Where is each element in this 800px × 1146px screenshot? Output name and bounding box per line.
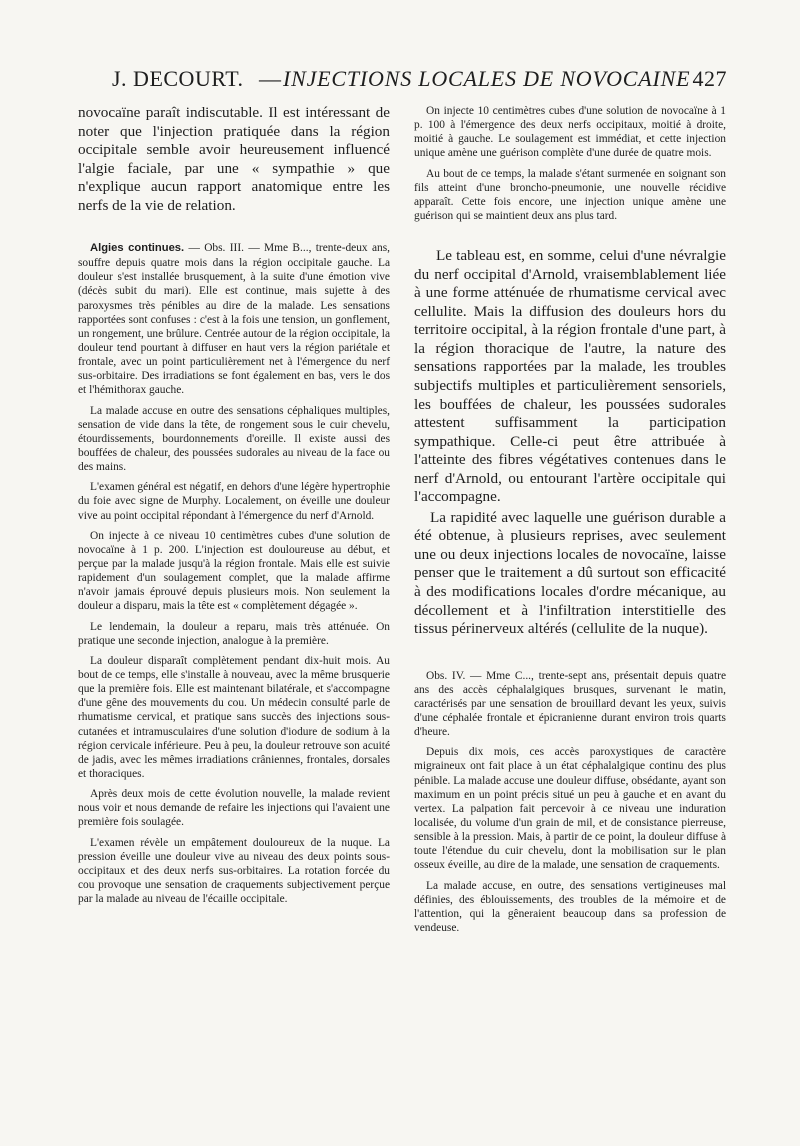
header-dash: — xyxy=(259,66,282,91)
observation-3-paragraph xyxy=(78,241,390,397)
header-title: INJECTIONS LOCALES DE NOVOCAINE xyxy=(283,66,691,91)
observation-4-paragraph: Obs. IV. — Mme C..., trente-sept ans, présentait depuis quatre ans des accès céphalalgiques brusques, survenant le matin, caractérisés par une sensation de brouillard devant les yeux, suivis d'une céphalée frontale et épicranienne durant environ trois quarts d'heure. xyxy=(414,669,726,739)
right-column xyxy=(414,104,726,935)
discussion-paragraph: Le tableau est, en somme, celui d'une névralgie du nerf occipital d'Arnold, vraisemblablement liée à une forme atténuée de rhumatisme cervical avec cellulite. Mais la diffusion des douleurs hors du territoire occipital, à la région frontale d'une part, à la région thoracique de l'autre, la nature des sensations rapportées par la malade, les troubles subjectifs multiples et particulièrement sensoriels, les bouffées de chaleur, les poussées sudorales attestent suffisamment la participation sympathique. Celle-ci peut être attribuée à l'atteinte des fibres végétatives contenues dans le nerf d'Arnold, ou entourant l'artère occipitale qui l'accompagne. xyxy=(414,247,726,506)
body-paragraph: Le lendemain, la douleur a reparu, mais très atténuée. On pratique une seconde injection, analogue à la première. xyxy=(78,620,390,647)
body-paragraph: La malade accuse en outre des sensations céphaliques multiples, sensation de vide dans la tête, de rongement sous le cuir chevelu, étourdissements, bourdonnements d'oreille. Il existe aussi des bouffées de chaleur, des poussées sudorales au niveau de la face ou des mains. xyxy=(78,404,390,474)
body-paragraph: On injecte 10 centimètres cubes d'une solution de novocaïne à 1 p. 100 à l'émergence des deux nerfs occipitaux, moitié à droite, moitié à gauche. Le soulagement est immédiat, et cette injection unique amène une guérison complète d'une durée de quatre mois. xyxy=(414,105,726,160)
body-paragraph: L'examen général est négatif, en dehors d'une légère hypertrophie du foie avec signe de Murphy. Localement, on éveille une douleur vive au point occipital répondant à l'émergence du nerf d'Arnold. xyxy=(78,481,390,522)
body-paragraph: On injecte à ce niveau 10 centimètres cubes d'une solution de novocaïne à 1 p. 200. L'injection est douloureuse au début, et perçue par la malade jusqu'à la région frontale. Mais elle est suivie rapidement d'un soulagement complet, que la malade affirme n'avoir jamais éprouvé depuis plusieurs mois. Non seulement la douleur a disparu, mais la tête est « complètement dégagée ». xyxy=(78,529,390,613)
body-paragraph: La malade accuse, en outre, des sensations vertigineuses mal définies, des éblouissements, des troubles de la mémoire et de l'attention, qui la gêneraient beaucoup dans sa profession de vendeuse. xyxy=(414,879,726,934)
body-paragraph: Depuis dix mois, ces accès paroxystiques de caractère migraineux ont fait place à un état céphalalgique continu des plus pénible. La malade accuse une douleur diffuse, obsédante, ayant son maximum en un point précis situé un peu à gauche et en avant du vertex. La palpation fait percevoir à ce niveau une induration localisée, du volume d'un grain de mil, et de consistance pierreuse, sensible à la pression. Mais, à partir de ce point, la douleur diffuse à toute l'étendue du cuir chevelu, dont la mobilisation sur le plan osseux éveille, au dire de la malade, une sensation de craquements. xyxy=(414,746,726,872)
discussion-paragraph: La rapidité avec laquelle une guérison durable a été obtenue, à plusieurs reprises, avec seulement une ou deux injections locales de novocaïne, laisse penser que le traitement a dû surtout son efficacité à des modifications locales d'ordre mécanique, au décollement et à l'infiltration interstitielle des tissus périnerveux altérés (cellulite de la nuque). xyxy=(414,508,726,638)
header-author: J. DECOURT. xyxy=(112,66,244,91)
body-paragraph: Après deux mois de cette évolution nouvelle, la malade revient nous voir et nous demande de refaire les injections qui l'avaient une première fois soulagée. xyxy=(78,788,390,829)
running-header xyxy=(112,66,727,94)
intro-paragraph: novocaïne paraît indiscutable. Il est intéressant de noter que l'injection pratiquée dans la région occipitale semble avoir heureusement influencé l'algie faciale, par une « sympathie » que n'explique aucun rapport anatomique entre les nerfs de la vie de relation. xyxy=(78,104,390,214)
body-paragraph: L'examen révèle un empâtement douloureux de la nuque. La pression éveille une douleur vive au niveau des deux points sous-occipitaux et des deux nerfs sus-orbitaires. La rotation forcée du cou provoque une sensation de craquements subjectivement perçue par la malade au niveau de l'écaille occipitale. xyxy=(78,836,390,906)
section-heading: Algies continues. xyxy=(90,242,185,255)
body-paragraph: Au bout de ce temps, la malade s'étant surmenée en soignant son fils atteint d'une broncho-pneumonie, une nouvelle récidive apparaît. Cette fois encore, une injection unique amène une guérison qui se maintient deux ans plus tard. xyxy=(414,167,726,222)
body-paragraph: La douleur disparaît complètement pendant dix-huit mois. Au bout de ce temps, elle s'installe à nouveau, avec la même brusquerie que la première fois. Elle est maintenant bilatérale, et s'accompagne d'une gêne des mouvements du cou. Un médecin consulté parle de rhumatisme cervical, et pratique sans succès des injections sous-cutanées et intramusculaires d'une solution d'iodure de sodium à la région cervicale inférieure. Peu à peu, la douleur retrouve son acuité de jadis, avec les mêmes irradiations crâniennes, frontales, dorsales et thoraciques. xyxy=(78,654,390,780)
page-number: 427 xyxy=(692,66,727,91)
left-column xyxy=(78,104,390,906)
observation-3-text: — Obs. III. — Mme B..., trente-deux ans, souffre depuis quatre mois dans la région occipitale gauche. La douleur s'est installée brusquement, à la suite d'une émotion vive (décès subit du mari). Elle est continue, mais sujette à des paroxysmes très pénibles au dire de la malade. Les sensations rapportées sont confuses : c'est à la fois une tension, un gonflement, un rongement, une brûlure. Centrée autour de la région occipitale, la douleur tend pourtant à diffuser en haut vers la région pariétale et frontale, avec un point particulièrement net à l'émergence du nerf sus-orbitaire. Des irradiations se font également en bas, vers le dos et l'hémithorax gauche. xyxy=(78,242,391,397)
